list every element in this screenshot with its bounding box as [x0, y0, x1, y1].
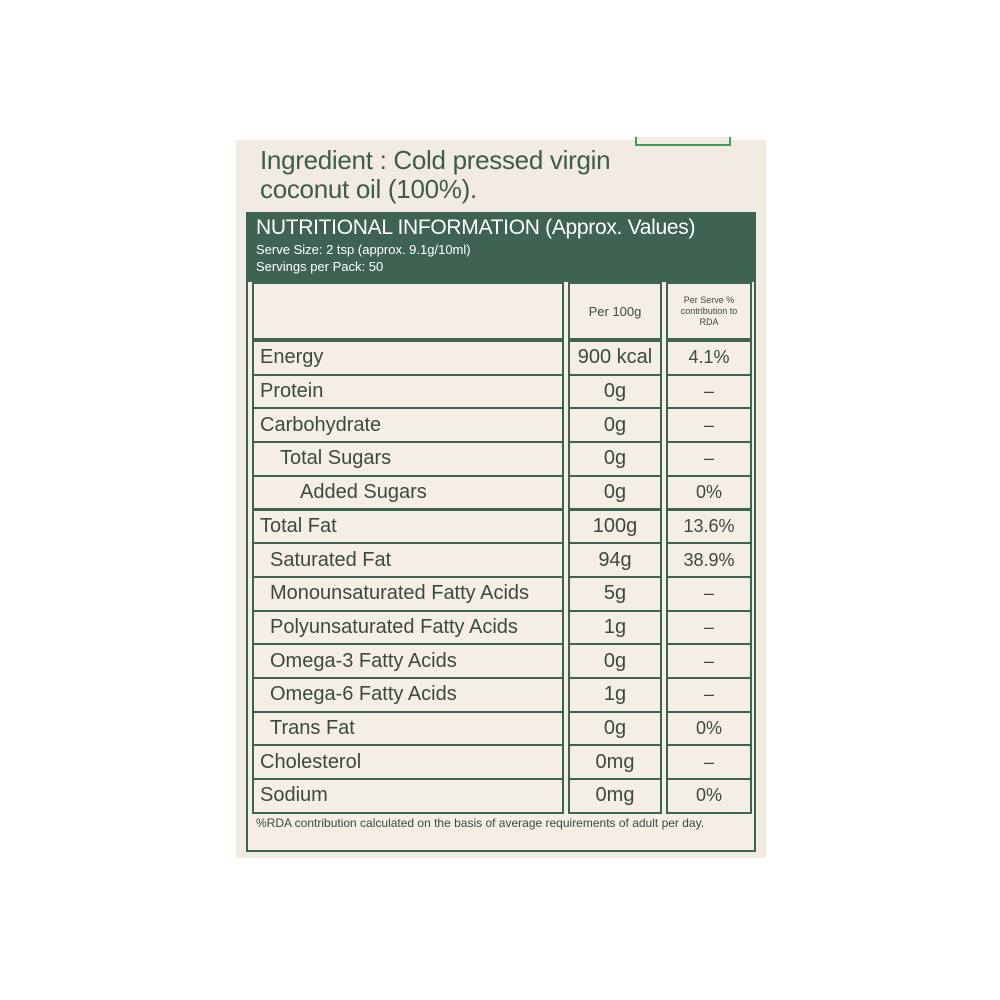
nutrient-per-100g: 0g — [568, 475, 662, 511]
nutrient-name: Sodium — [252, 778, 564, 814]
nutrient-rda: – — [666, 576, 752, 612]
table-row — [248, 677, 754, 713]
nutrient-per-100g: 0g — [568, 407, 662, 443]
nutrient-rda: – — [666, 441, 752, 477]
nutrient-rda: 13.6% — [666, 509, 752, 545]
nutrient-name: Omega-3 Fatty Acids — [252, 643, 564, 679]
nutrient-per-100g: 0g — [568, 643, 662, 679]
table-row — [248, 744, 754, 780]
nutrition-table — [246, 212, 756, 852]
column-header-row — [248, 282, 754, 340]
nutrient-per-100g: 94g — [568, 542, 662, 578]
column-header-rda: Per Serve % contribution to RDA — [666, 282, 752, 340]
table-row — [248, 475, 754, 511]
rda-footnote: %RDA contribution calculated on the basis of average requirements of adult per day. — [256, 816, 705, 830]
nutrient-name: Polyunsaturated Fatty Acids — [252, 610, 564, 646]
nutrient-rda: – — [666, 374, 752, 410]
ingredient-line-2: coconut oil (100%). — [260, 174, 477, 204]
nutrient-rda: – — [666, 407, 752, 443]
nutrient-rda: 0% — [666, 778, 752, 814]
ingredient-text — [260, 146, 740, 204]
table-row — [248, 542, 754, 578]
nutrient-per-100g: 0mg — [568, 778, 662, 814]
table-row — [248, 441, 754, 477]
nutrient-per-100g: 0g — [568, 374, 662, 410]
nutrient-rda: – — [666, 677, 752, 713]
table-row — [248, 340, 754, 376]
nutrient-name: Trans Fat — [252, 711, 564, 747]
serve-size: Serve Size: 2 tsp (approx. 9.1g/10ml) — [256, 242, 471, 257]
ingredient-line-1: Ingredient : Cold pressed virgin — [260, 145, 611, 175]
servings-per-pack: Servings per Pack: 50 — [256, 259, 384, 274]
nutrient-name: Total Sugars — [252, 441, 564, 477]
nutrient-per-100g: 1g — [568, 677, 662, 713]
table-row — [248, 643, 754, 679]
column-header-nutrient — [252, 282, 564, 340]
nutrient-rda: 0% — [666, 711, 752, 747]
nutrient-name: Added Sugars — [252, 475, 564, 511]
column-header-per-100g: Per 100g — [568, 282, 662, 340]
green-tab-decoration — [635, 137, 731, 146]
nutrient-name: Cholesterol — [252, 744, 564, 780]
nutrient-per-100g: 100g — [568, 509, 662, 545]
table-row — [248, 778, 754, 814]
nutrient-name: Protein — [252, 374, 564, 410]
nutrient-name: Saturated Fat — [252, 542, 564, 578]
nutrient-rda: 4.1% — [666, 340, 752, 376]
nutrient-name: Monounsaturated Fatty Acids — [252, 576, 564, 612]
nutrient-name: Omega-6 Fatty Acids — [252, 677, 564, 713]
nutrient-per-100g: 0mg — [568, 744, 662, 780]
nutrition-header — [248, 214, 754, 282]
table-row — [248, 407, 754, 443]
nutrient-rda: 38.9% — [666, 542, 752, 578]
table-row — [248, 711, 754, 747]
table-row — [248, 509, 754, 545]
nutrient-per-100g: 1g — [568, 610, 662, 646]
nutrient-name: Energy — [252, 340, 564, 376]
nutrient-per-100g: 900 kcal — [568, 340, 662, 376]
table-row — [248, 374, 754, 410]
nutrient-rda: – — [666, 610, 752, 646]
nutrient-per-100g: 0g — [568, 441, 662, 477]
table-row — [248, 610, 754, 646]
nutrient-name: Carbohydrate — [252, 407, 564, 443]
nutrient-per-100g: 0g — [568, 711, 662, 747]
nutrient-per-100g: 5g — [568, 576, 662, 612]
nutrition-title: NUTRITIONAL INFORMATION (Approx. Values) — [256, 216, 696, 239]
table-row — [248, 576, 754, 612]
cut-off-text — [246, 857, 726, 862]
nutrient-name: Total Fat — [252, 509, 564, 545]
nutrient-rda: 0% — [666, 475, 752, 511]
nutrient-rda: – — [666, 744, 752, 780]
nutrient-rda: – — [666, 643, 752, 679]
